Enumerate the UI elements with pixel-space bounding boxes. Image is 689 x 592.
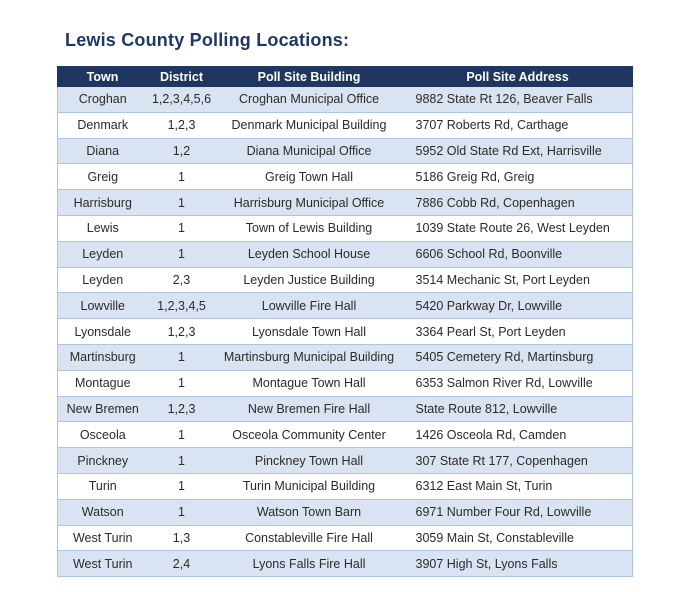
table-header-row — [58, 67, 633, 87]
column-header-poll-site-address: Poll Site Address — [403, 67, 633, 87]
polling-locations-table — [57, 66, 633, 577]
cell-address: 9882 State Rt 126, Beaver Falls — [403, 87, 633, 113]
cell-town: Croghan — [58, 87, 148, 113]
cell-district: 1,2,3 — [148, 319, 216, 345]
cell-building: Harrisburg Municipal Office — [216, 190, 403, 216]
cell-building: New Bremen Fire Hall — [216, 396, 403, 422]
cell-district: 1,2 — [148, 138, 216, 164]
cell-address: 3514 Mechanic St, Port Leyden — [403, 267, 633, 293]
cell-town: New Bremen — [58, 396, 148, 422]
cell-district: 1 — [148, 215, 216, 241]
cell-building: Greig Town Hall — [216, 164, 403, 190]
cell-address: 5186 Greig Rd, Greig — [403, 164, 633, 190]
cell-town: Osceola — [58, 422, 148, 448]
cell-town: Greig — [58, 164, 148, 190]
cell-district: 1,2,3,4,5 — [148, 293, 216, 319]
table-row — [58, 396, 633, 422]
table-row — [58, 551, 633, 577]
cell-town: Diana — [58, 138, 148, 164]
cell-district: 2,4 — [148, 551, 216, 577]
cell-district: 1,2,3,4,5,6 — [148, 87, 216, 113]
table-row — [58, 499, 633, 525]
cell-address: 3907 High St, Lyons Falls — [403, 551, 633, 577]
cell-building: Leyden School House — [216, 241, 403, 267]
cell-district: 1,2,3 — [148, 112, 216, 138]
cell-district: 1 — [148, 499, 216, 525]
cell-building: Osceola Community Center — [216, 422, 403, 448]
cell-town: West Turin — [58, 525, 148, 551]
cell-address: 1426 Osceola Rd, Camden — [403, 422, 633, 448]
cell-address: 7886 Cobb Rd, Copenhagen — [403, 190, 633, 216]
page-title: Lewis County Polling Locations: — [65, 30, 350, 50]
cell-district: 1 — [148, 164, 216, 190]
table-row — [58, 267, 633, 293]
cell-town: Lowville — [58, 293, 148, 319]
cell-district: 1 — [148, 422, 216, 448]
cell-district: 1,2,3 — [148, 396, 216, 422]
cell-town: West Turin — [58, 551, 148, 577]
cell-town: Leyden — [58, 241, 148, 267]
cell-town: Montague — [58, 370, 148, 396]
table-row — [58, 370, 633, 396]
cell-address: 6971 Number Four Rd, Lowville — [403, 499, 633, 525]
table-row — [58, 112, 633, 138]
table-row — [58, 87, 633, 113]
cell-town: Turin — [58, 473, 148, 499]
table-row — [58, 215, 633, 241]
cell-address: 6606 School Rd, Boonville — [403, 241, 633, 267]
cell-building: Town of Lewis Building — [216, 215, 403, 241]
cell-address: 5952 Old State Rd Ext, Harrisville — [403, 138, 633, 164]
cell-building: Turin Municipal Building — [216, 473, 403, 499]
cell-building: Watson Town Barn — [216, 499, 403, 525]
table-row — [58, 190, 633, 216]
table-row — [58, 525, 633, 551]
cell-address: 6312 East Main St, Turin — [403, 473, 633, 499]
cell-address: 3059 Main St, Constableville — [403, 525, 633, 551]
cell-district: 1 — [148, 190, 216, 216]
cell-town: Harrisburg — [58, 190, 148, 216]
cell-district: 1 — [148, 448, 216, 474]
cell-building: Lowville Fire Hall — [216, 293, 403, 319]
table-row — [58, 138, 633, 164]
cell-town: Lyonsdale — [58, 319, 148, 345]
cell-town: Lewis — [58, 215, 148, 241]
cell-building: Martinsburg Municipal Building — [216, 344, 403, 370]
cell-address: 307 State Rt 177, Copenhagen — [403, 448, 633, 474]
cell-building: Diana Municipal Office — [216, 138, 403, 164]
cell-address: 3707 Roberts Rd, Carthage — [403, 112, 633, 138]
table-row — [58, 422, 633, 448]
cell-address: 5405 Cemetery Rd, Martinsburg — [403, 344, 633, 370]
table-row — [58, 344, 633, 370]
cell-town: Watson — [58, 499, 148, 525]
cell-district: 1 — [148, 370, 216, 396]
table-row — [58, 473, 633, 499]
cell-district: 1 — [148, 344, 216, 370]
table-row — [58, 293, 633, 319]
column-header-town: Town — [58, 67, 148, 87]
cell-district: 1,3 — [148, 525, 216, 551]
cell-town: Pinckney — [58, 448, 148, 474]
cell-town: Martinsburg — [58, 344, 148, 370]
cell-district: 1 — [148, 473, 216, 499]
table-row — [58, 241, 633, 267]
cell-address: 1039 State Route 26, West Leyden — [403, 215, 633, 241]
cell-address: 3364 Pearl St, Port Leyden — [403, 319, 633, 345]
column-header-district: District — [148, 67, 216, 87]
table-row — [58, 448, 633, 474]
cell-building: Montague Town Hall — [216, 370, 403, 396]
cell-building: Croghan Municipal Office — [216, 87, 403, 113]
cell-town: Leyden — [58, 267, 148, 293]
column-header-poll-site-building: Poll Site Building — [216, 67, 403, 87]
cell-district: 1 — [148, 241, 216, 267]
cell-building: Lyonsdale Town Hall — [216, 319, 403, 345]
cell-building: Pinckney Town Hall — [216, 448, 403, 474]
cell-address: 6353 Salmon River Rd, Lowville — [403, 370, 633, 396]
cell-district: 2,3 — [148, 267, 216, 293]
cell-town: Denmark — [58, 112, 148, 138]
cell-address: State Route 812, Lowville — [403, 396, 633, 422]
table-row — [58, 319, 633, 345]
table-row — [58, 164, 633, 190]
cell-building: Constableville Fire Hall — [216, 525, 403, 551]
table-body — [58, 87, 633, 577]
cell-address: 5420 Parkway Dr, Lowville — [403, 293, 633, 319]
cell-building: Leyden Justice Building — [216, 267, 403, 293]
cell-building: Lyons Falls Fire Hall — [216, 551, 403, 577]
cell-building: Denmark Municipal Building — [216, 112, 403, 138]
